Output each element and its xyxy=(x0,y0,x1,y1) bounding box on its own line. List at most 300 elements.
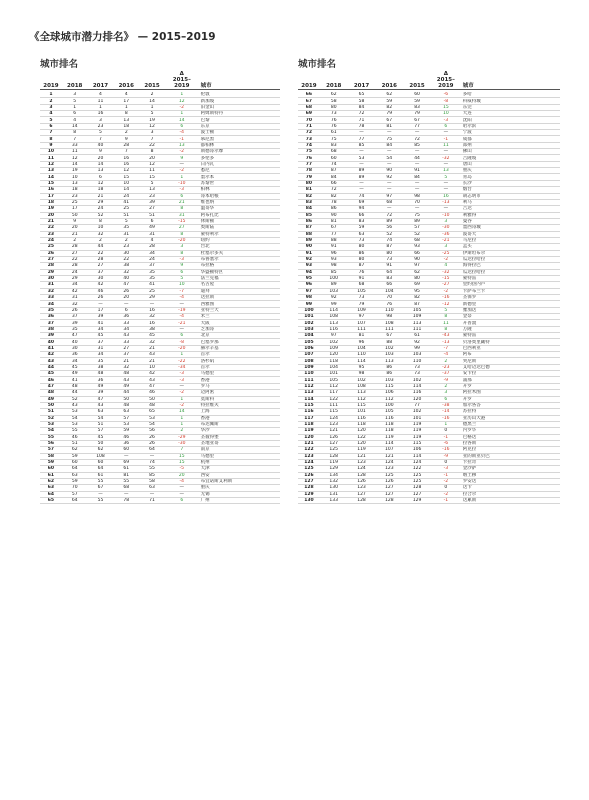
rank-2018: 52 xyxy=(71,396,78,402)
rank-2018: 64 xyxy=(71,498,78,504)
rank-change: -16 xyxy=(442,415,450,421)
rank-change: -32 xyxy=(442,155,450,161)
rank-2018: 11 xyxy=(71,149,78,155)
rank-2016: 9 xyxy=(124,136,128,142)
rank-change: -2 xyxy=(179,403,185,409)
rank-2016: 102 xyxy=(384,345,394,351)
rank-2019: 15 xyxy=(47,180,55,186)
rank-2019: 82 xyxy=(305,193,313,199)
rank-2017: 59 xyxy=(358,225,365,231)
rank-2017: 6 xyxy=(99,174,102,180)
city-name: 德黑兰 xyxy=(462,422,477,428)
rank-2015: 113 xyxy=(412,320,422,326)
rank-2018: 118 xyxy=(329,358,339,364)
rank-2018: 45 xyxy=(71,364,78,370)
city-name: 慕尼黑 xyxy=(200,136,215,142)
rank-change: 6 xyxy=(180,498,184,504)
rank-2015: 92 xyxy=(414,339,420,345)
rank-2016: 91 xyxy=(386,263,393,269)
rank-2015: 79 xyxy=(414,111,420,117)
rank-2019: 72 xyxy=(305,130,313,136)
rank-2019: 26 xyxy=(47,250,55,256)
rank-2018: 28 xyxy=(71,244,78,250)
city-name: 重庆 xyxy=(200,485,210,491)
rank-2016: — xyxy=(387,161,392,167)
rank-2015: 3 xyxy=(150,130,154,136)
rank-2018: 17 xyxy=(71,206,78,212)
rank-change: 31 xyxy=(178,212,185,218)
rank-change: 5 xyxy=(444,174,448,180)
city-name: 旧金山 xyxy=(200,104,215,110)
rank-2016: 64 xyxy=(386,269,393,275)
rank-change: -16 xyxy=(442,295,450,301)
rank-2015: 66 xyxy=(414,250,420,256)
rank-2017: 73 xyxy=(358,295,365,301)
rank-2018: 49 xyxy=(71,371,78,377)
rank-2018: 128 xyxy=(329,453,339,459)
city-name: 里约热内卢 xyxy=(462,282,486,288)
rank-2017: 39 xyxy=(97,314,104,320)
rank-change: 6 xyxy=(180,123,184,129)
rank-2015: 54 xyxy=(149,422,155,428)
rank-2015: 35 xyxy=(149,276,155,282)
rank-change: 3 xyxy=(444,390,448,396)
rank-2015: 122 xyxy=(412,466,422,472)
rank-2017: 108 xyxy=(357,383,366,389)
rank-2016: 5 xyxy=(124,219,128,225)
rank-2018: 85 xyxy=(330,269,337,275)
rank-2016: 90 xyxy=(386,168,393,174)
rank-2016: 75 xyxy=(386,136,393,142)
rank-2018: 66 xyxy=(330,180,337,186)
rank-2017: 69 xyxy=(358,200,365,206)
rank-2015: 50 xyxy=(149,396,155,402)
rank-change: 6 xyxy=(444,123,448,129)
rank-change: -2 xyxy=(179,149,185,155)
rank-change: 2 xyxy=(444,383,448,389)
rank-2017: 20 xyxy=(97,155,104,161)
rank-2017: 67 xyxy=(97,485,104,491)
rank-2018: 123 xyxy=(329,422,339,428)
rank-2017: 8 xyxy=(99,219,102,225)
rank-2018: 46 xyxy=(71,434,78,440)
rank-2016: 125 xyxy=(384,472,394,478)
rank-2018: 53 xyxy=(71,409,78,415)
rank-2015: 65 xyxy=(149,409,155,415)
rank-2017: 66 xyxy=(358,212,365,218)
rank-change: -36 xyxy=(442,231,450,237)
rank-2016: 26 xyxy=(123,288,130,294)
rank-2017: 63 xyxy=(97,409,104,415)
rank-2016: 37 xyxy=(123,352,130,358)
rank-2015: 2 xyxy=(150,92,154,98)
header-rank-2019: 2019 xyxy=(301,83,317,89)
rank-2017: 76 xyxy=(358,269,365,275)
rank-2015: 75 xyxy=(414,212,420,218)
rank-change: -9 xyxy=(443,377,449,383)
rank-2016: 121 xyxy=(384,453,394,459)
rank-2017: 39 xyxy=(97,390,104,396)
rank-2016: 2 xyxy=(124,130,128,136)
rank-2015: 93 xyxy=(414,244,420,250)
city-name: 马德里 xyxy=(200,371,215,377)
rank-2018: 34 xyxy=(71,282,78,288)
rank-2019: 44 xyxy=(47,364,55,370)
rank-2018: 58 xyxy=(330,98,337,104)
rank-2017: 109 xyxy=(357,307,366,313)
rank-2016: 81 xyxy=(123,472,130,478)
rank-change: 0 xyxy=(444,460,448,466)
rank-change: — xyxy=(179,383,185,389)
rank-2017: 49 xyxy=(97,383,104,389)
rank-change: -4 xyxy=(179,295,185,301)
rank-2017: — xyxy=(98,301,103,307)
rank-2015: 44 xyxy=(414,155,420,161)
city-name: 布鲁塞尔 xyxy=(200,257,219,263)
rank-2015: 57 xyxy=(414,225,420,231)
city-name: 新加坡 xyxy=(200,98,215,104)
rank-2016: 34 xyxy=(123,326,130,332)
rank-2019: 38 xyxy=(47,326,55,332)
rank-2015: 48 xyxy=(149,403,155,409)
rank-2016: 87 xyxy=(386,244,393,250)
rank-2019: 60 xyxy=(47,466,55,472)
rank-2018: 67 xyxy=(330,225,337,231)
rank-2017: 60 xyxy=(97,460,104,466)
rank-change: -30 xyxy=(178,441,186,447)
rank-2015: 46 xyxy=(149,390,155,396)
city-name: 悉尼 xyxy=(200,168,210,174)
rank-2018: 96 xyxy=(330,250,337,256)
rank-2016: 116 xyxy=(384,415,394,421)
right-section-title: 城市排名 xyxy=(298,59,337,70)
city-name: 圣保罗 xyxy=(462,295,477,301)
rank-change: -8 xyxy=(179,339,185,345)
rank-2017: 28 xyxy=(97,257,104,263)
rank-2018: 25 xyxy=(71,200,78,206)
rank-2018: 105 xyxy=(329,377,339,383)
rank-change: -3 xyxy=(179,377,185,383)
rank-2015: 43 xyxy=(149,352,155,358)
city-name: 圣彼得堡 xyxy=(200,434,219,440)
rank-2015: 26 xyxy=(149,441,155,447)
rank-change: -6 xyxy=(443,441,449,447)
rank-2015: 90 xyxy=(414,257,420,263)
city-name: 布宜诺斯艾利斯 xyxy=(200,479,233,485)
rank-2018: 18 xyxy=(71,187,78,193)
rank-2017: 24 xyxy=(97,206,104,212)
rank-2019: 21 xyxy=(47,219,55,225)
rank-2015: 6 xyxy=(150,219,154,225)
rank-change: -4 xyxy=(179,130,185,136)
city-name: 东莞 xyxy=(462,104,472,110)
rank-2019: 42 xyxy=(47,352,55,358)
rank-2015: — xyxy=(414,130,420,136)
rank-2018: 133 xyxy=(329,498,339,504)
rank-2019: 30 xyxy=(47,276,55,282)
rank-change: -15 xyxy=(178,219,186,225)
rank-2019: 45 xyxy=(47,371,55,377)
rank-2018: 104 xyxy=(329,364,339,370)
city-name: 米兰 xyxy=(200,314,210,320)
rank-2017: 79 xyxy=(358,301,365,307)
rank-2015: 5 xyxy=(150,180,154,186)
rank-2017: 123 xyxy=(357,460,366,466)
city-name: 维也纳 xyxy=(200,200,215,206)
city-name: 莫斯科 xyxy=(200,396,215,402)
rank-2017: — xyxy=(359,187,364,193)
rank-change: -12 xyxy=(442,301,450,307)
rank-2018: 4 xyxy=(73,117,77,123)
rank-2015: 10 xyxy=(149,364,155,370)
rank-2018: 124 xyxy=(329,415,339,421)
rank-2018: 68 xyxy=(330,149,337,155)
rank-2016: 21 xyxy=(123,358,130,364)
rank-2017: 101 xyxy=(357,409,366,415)
city-name: 多哈 xyxy=(462,92,472,98)
rank-2016: 60 xyxy=(123,447,130,453)
city-name: 天津 xyxy=(200,466,210,472)
rank-2018: 121 xyxy=(329,428,339,434)
rank-2015: 23 xyxy=(149,193,155,199)
rank-2017: 80 xyxy=(358,244,365,250)
rank-2019: 17 xyxy=(47,193,55,199)
city-name: 波士顿 xyxy=(200,130,215,136)
rank-2016: 2 xyxy=(124,238,128,244)
rank-2019: 52 xyxy=(47,415,55,421)
rank-2018: 108 xyxy=(329,314,339,320)
rank-2017: 96 xyxy=(358,339,365,345)
rank-2015: 20 xyxy=(149,155,155,161)
rank-2016: 22 xyxy=(123,257,130,263)
rank-2016: — xyxy=(387,130,392,136)
rank-2019: 90 xyxy=(305,244,313,250)
rank-2015: 77 xyxy=(414,403,420,409)
rank-2015: 24 xyxy=(149,257,155,263)
rank-2015: 72 xyxy=(414,136,420,142)
rank-2016: 56 xyxy=(386,225,393,231)
rank-2018: 5 xyxy=(73,98,77,104)
rank-2015: — xyxy=(414,180,420,186)
rank-2016: 18 xyxy=(123,123,130,129)
rank-2017: 87 xyxy=(358,263,365,269)
rank-2017: 127 xyxy=(357,491,366,497)
city-name: 苏黎世 xyxy=(200,180,215,186)
rank-2017: 58 xyxy=(358,98,365,104)
rank-2017: 89 xyxy=(358,174,365,180)
rank-2016: 79 xyxy=(386,111,393,117)
rank-2016: — xyxy=(124,301,129,307)
city-name: 赫尔辛基 xyxy=(200,345,219,351)
rank-2016: 59 xyxy=(386,98,393,104)
rank-2016: 10 xyxy=(123,180,130,186)
rank-2019: 35 xyxy=(47,307,55,313)
rank-2017: 46 xyxy=(97,288,104,294)
rank-2016: 48 xyxy=(123,371,130,377)
rank-2017: 110 xyxy=(357,352,366,358)
rank-2017: 38 xyxy=(97,364,104,370)
city-name: 万隆 xyxy=(462,326,472,332)
rank-2019: 119 xyxy=(304,428,314,434)
rank-2018: 44 xyxy=(71,390,78,396)
city-name: 东京 xyxy=(200,123,210,129)
rank-2017: 32 xyxy=(97,231,104,237)
rank-2019: 104 xyxy=(304,333,314,339)
city-name: 大连 xyxy=(462,111,472,117)
rank-change: 8 xyxy=(180,206,184,212)
rank-change: -22 xyxy=(178,358,186,364)
rank-2015: 82 xyxy=(414,295,420,301)
table-row xyxy=(298,498,560,504)
rank-2017: 68 xyxy=(358,282,365,288)
city-name: 金奈 xyxy=(462,314,472,320)
rank-2017: 40 xyxy=(97,142,104,148)
rank-2019: 94 xyxy=(305,269,313,275)
rank-2019: 130 xyxy=(304,498,314,504)
rank-2018: 7 xyxy=(73,136,77,142)
city-name: 迈阿密 xyxy=(200,390,215,396)
city-name: 阿姆斯特丹 xyxy=(200,111,224,117)
rank-2016: — xyxy=(387,206,392,212)
city-name: 阿克拉 xyxy=(462,447,477,453)
rank-2017: 43 xyxy=(97,403,104,409)
city-name: 巴塞罗那 xyxy=(200,339,219,345)
rank-2017: 31 xyxy=(97,345,104,351)
rank-change: -13 xyxy=(442,200,450,206)
rank-2018: 8 xyxy=(73,130,77,136)
rank-2018: 19 xyxy=(71,168,78,174)
rank-2015: 69 xyxy=(414,282,420,288)
rank-change: -3 xyxy=(443,466,449,472)
rank-2018: 31 xyxy=(71,295,78,301)
rank-2017: 29 xyxy=(97,200,104,206)
rank-2019: 70 xyxy=(305,117,313,123)
rank-change: — xyxy=(443,130,449,136)
rank-2016: 30 xyxy=(123,250,130,256)
city-name: 罗安达 xyxy=(462,479,477,485)
rank-2015: 127 xyxy=(412,491,422,497)
rank-2018: 53 xyxy=(71,422,78,428)
rank-change: -3 xyxy=(179,187,185,193)
rank-change: -20 xyxy=(178,238,186,244)
rank-2016: 98 xyxy=(386,314,393,320)
rank-2018: 74 xyxy=(330,161,337,167)
rank-2015: 21 xyxy=(149,358,155,364)
rank-2019: 5 xyxy=(49,117,53,123)
rank-change: 2 xyxy=(180,428,184,434)
rank-2017: 102 xyxy=(357,377,366,383)
rank-change: 20 xyxy=(178,472,185,478)
rank-2017: 50 xyxy=(97,441,104,447)
rank-2019: 98 xyxy=(305,295,313,301)
rank-2018: 1 xyxy=(73,104,77,110)
rank-2019: 80 xyxy=(305,180,313,186)
rank-change: — xyxy=(443,180,449,186)
rank-2018: 20 xyxy=(71,225,78,231)
city-name: 华沙 xyxy=(200,428,210,434)
city-name: 瓜达拉哈拉 xyxy=(462,269,486,275)
city-name: 海得拉巴 xyxy=(462,263,481,269)
city-name: 内罗毕 xyxy=(462,428,477,434)
rank-2015: 116 xyxy=(412,390,422,396)
rank-2016: 67 xyxy=(386,333,393,339)
rank-2018: 83 xyxy=(330,142,337,148)
rank-2017: 57 xyxy=(97,428,104,434)
rank-2016: 35 xyxy=(123,225,130,231)
rank-2015: 62 xyxy=(414,269,420,275)
rank-2016: 68 xyxy=(386,200,393,206)
rank-2018: 132 xyxy=(329,479,339,485)
city-name: 蒙特雷 xyxy=(462,276,477,282)
city-name: 新德里 xyxy=(462,301,477,307)
rank-2019: 32 xyxy=(47,288,55,294)
rank-2019: 50 xyxy=(47,403,55,409)
rank-2019: 93 xyxy=(305,263,313,269)
city-name: 柏林 xyxy=(200,187,210,193)
rank-2016: 36 xyxy=(123,314,130,320)
rank-2017: 77 xyxy=(358,136,365,142)
rank-2017: 81 xyxy=(358,333,365,339)
rank-2015: 98 xyxy=(414,193,420,199)
rank-2019: 122 xyxy=(304,447,314,453)
rank-change: 2 xyxy=(444,358,448,364)
city-name: 青岛 xyxy=(462,174,472,180)
rank-2018: 21 xyxy=(71,231,78,237)
rank-2017: 26 xyxy=(97,295,104,301)
rank-2015: 125 xyxy=(412,472,422,478)
rank-2016: 52 xyxy=(386,231,393,237)
rank-2015: 5 xyxy=(150,111,154,117)
city-name: 艾哈迈达巴德 xyxy=(462,364,490,370)
rank-change: -29 xyxy=(178,434,186,440)
city-name: 斯德哥尔摩 xyxy=(200,149,224,155)
rank-2019: 20 xyxy=(47,212,55,218)
city-name: 法兰克福 xyxy=(200,276,219,282)
rank-2017: 23 xyxy=(97,123,104,129)
rank-2016: 32 xyxy=(123,364,130,370)
rank-2017: 107 xyxy=(357,320,366,326)
rank-2019: 1 xyxy=(49,92,53,98)
rank-change: 11 xyxy=(442,142,449,148)
city-name: 西安 xyxy=(200,472,210,478)
rank-2015: 67 xyxy=(414,117,420,123)
city-name: 巴格达 xyxy=(462,434,477,440)
rank-2019: 103 xyxy=(304,326,314,332)
rank-2018: 28 xyxy=(71,263,78,269)
rank-2016: 27 xyxy=(123,345,130,351)
rank-2015: 71 xyxy=(149,498,155,504)
rank-2018: 131 xyxy=(329,491,339,497)
rank-2019: 36 xyxy=(47,314,55,320)
city-name: 达累斯 xyxy=(462,498,477,504)
rank-2015: 16 xyxy=(149,307,155,313)
rank-2017: 37 xyxy=(97,339,104,345)
rank-2017: 115 xyxy=(357,403,366,409)
rank-2019: 100 xyxy=(304,307,314,313)
rank-2016: 15 xyxy=(123,174,130,180)
city-name: 开普敦 xyxy=(462,320,477,326)
rank-change: -4 xyxy=(443,352,449,358)
rank-2015: 115 xyxy=(412,441,422,447)
rank-2018: 119 xyxy=(329,460,339,466)
city-name: 突尼斯 xyxy=(462,358,477,364)
rank-2018: 36 xyxy=(71,352,78,358)
rank-2019: 28 xyxy=(47,263,55,269)
rank-change: 12 xyxy=(178,98,185,104)
header-rank-2017: 2017 xyxy=(353,83,370,89)
rank-2015: 102 xyxy=(412,377,422,383)
rank-2017: — xyxy=(359,161,364,167)
